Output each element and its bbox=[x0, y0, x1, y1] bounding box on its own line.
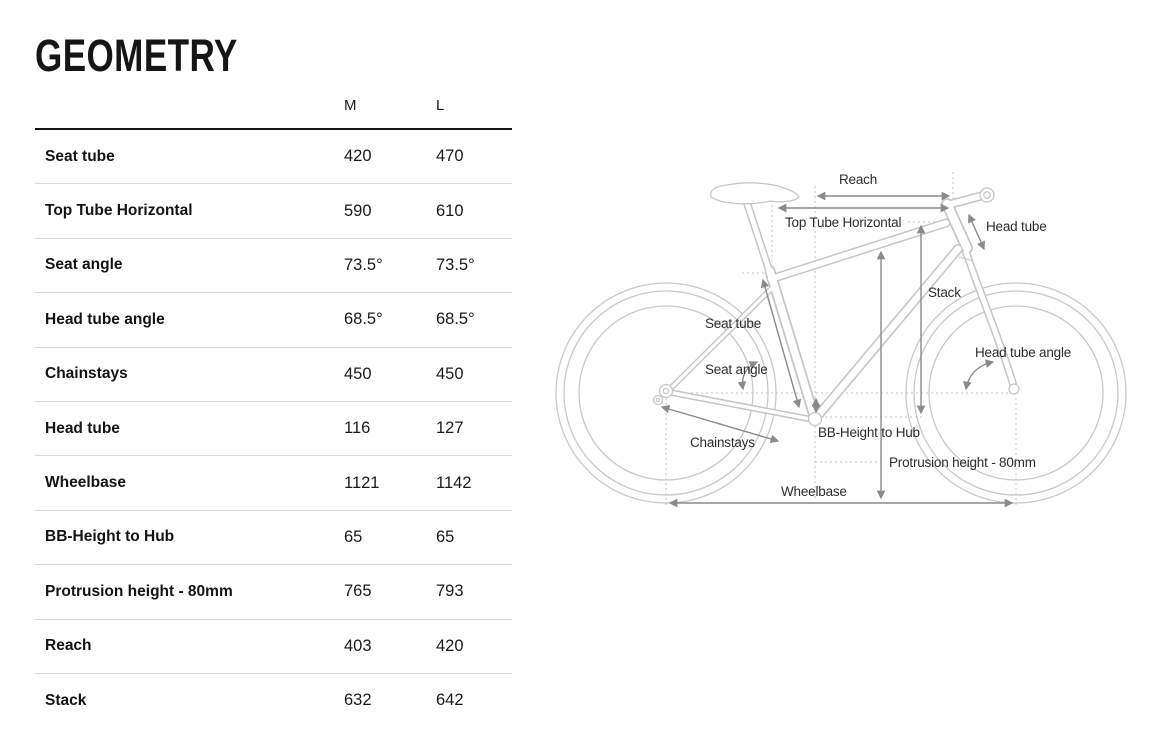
protrusion-height-label: Protrusion height - 80mm bbox=[889, 455, 1036, 470]
stem-tube-fill bbox=[951, 196, 981, 204]
geometry-table bbox=[35, 83, 512, 727]
row-value-l: 610 bbox=[436, 201, 464, 220]
row-value-m: 590 bbox=[344, 201, 372, 220]
table-row bbox=[35, 184, 512, 238]
front-hub bbox=[1009, 384, 1019, 394]
row-value-m: 450 bbox=[344, 364, 372, 383]
row-value-l: 420 bbox=[436, 636, 464, 655]
row-value-m: 73.5° bbox=[344, 255, 383, 274]
row-value-l: 1142 bbox=[436, 473, 472, 492]
bottom-bracket bbox=[809, 413, 822, 426]
bike-geometry-diagram bbox=[555, 150, 1171, 534]
seatpost-tube-fill bbox=[747, 203, 770, 273]
seat-tube-label: Seat tube bbox=[705, 316, 761, 331]
row-label: Head tube angle bbox=[45, 310, 165, 328]
row-value-l: 73.5° bbox=[436, 255, 475, 274]
row-value-l: 68.5° bbox=[436, 310, 475, 329]
table-row bbox=[35, 239, 512, 293]
table-row bbox=[35, 620, 512, 674]
row-label: Stack bbox=[45, 691, 87, 709]
reach-label: Reach bbox=[839, 172, 878, 187]
row-value-m: 65 bbox=[344, 527, 363, 546]
table-row bbox=[35, 456, 512, 510]
row-value-l: 65 bbox=[436, 527, 455, 546]
seat-angle-label: Seat angle bbox=[705, 362, 768, 377]
row-value-m: 116 bbox=[344, 419, 371, 438]
row-label: Protrusion height - 80mm bbox=[45, 582, 233, 600]
row-value-l: 450 bbox=[436, 364, 464, 383]
stack-label: Stack bbox=[928, 285, 961, 300]
chainstays-label: Chainstays bbox=[690, 435, 755, 450]
row-value-m: 1121 bbox=[344, 473, 380, 492]
row-label: Top Tube Horizontal bbox=[45, 202, 193, 220]
head-tube-angle-label: Head tube angle bbox=[975, 345, 1072, 360]
table-row bbox=[35, 293, 512, 347]
handlebar-grip bbox=[980, 188, 994, 202]
row-label: Seat tube bbox=[45, 147, 115, 165]
rear-derailleur bbox=[654, 396, 663, 405]
table-row bbox=[35, 674, 512, 727]
seat-tube-fill bbox=[770, 271, 815, 419]
head-tube-label: Head tube bbox=[986, 219, 1047, 234]
head-tube-angle-arc bbox=[966, 362, 993, 389]
row-label: Reach bbox=[45, 637, 92, 655]
bb-height-to-hub-label: BB-Height to Hub bbox=[818, 425, 920, 440]
row-value-l: 127 bbox=[436, 419, 464, 438]
row-value-m: 632 bbox=[344, 691, 372, 710]
row-value-m: 765 bbox=[344, 582, 372, 601]
top-tube-fill bbox=[771, 223, 946, 279]
row-value-l: 470 bbox=[436, 147, 464, 166]
table-row bbox=[35, 511, 512, 565]
saddle bbox=[711, 183, 799, 204]
head-tube-frame-fill bbox=[947, 204, 967, 248]
table-row bbox=[35, 348, 512, 402]
table-row bbox=[35, 565, 512, 619]
row-value-m: 403 bbox=[344, 636, 372, 655]
column-header-m: M bbox=[344, 97, 357, 114]
rear-hub bbox=[660, 385, 673, 398]
wheelbase-label: Wheelbase bbox=[781, 484, 847, 499]
table-header-row bbox=[35, 83, 512, 130]
table-row bbox=[35, 130, 512, 184]
row-label: Wheelbase bbox=[45, 474, 126, 492]
row-label: BB-Height to Hub bbox=[45, 528, 175, 546]
row-value-m: 68.5° bbox=[344, 310, 383, 329]
column-header-l: L bbox=[436, 97, 445, 114]
row-label: Seat angle bbox=[45, 256, 123, 274]
row-value-l: 642 bbox=[436, 691, 464, 710]
top-tube-horizontal-label: Top Tube Horizontal bbox=[785, 215, 902, 230]
row-value-m: 420 bbox=[344, 147, 372, 166]
table-row bbox=[35, 402, 512, 456]
page-title: GEOMETRY bbox=[35, 30, 238, 81]
row-value-l: 793 bbox=[436, 582, 464, 601]
row-label: Chainstays bbox=[45, 365, 128, 383]
row-label: Head tube bbox=[45, 419, 120, 437]
